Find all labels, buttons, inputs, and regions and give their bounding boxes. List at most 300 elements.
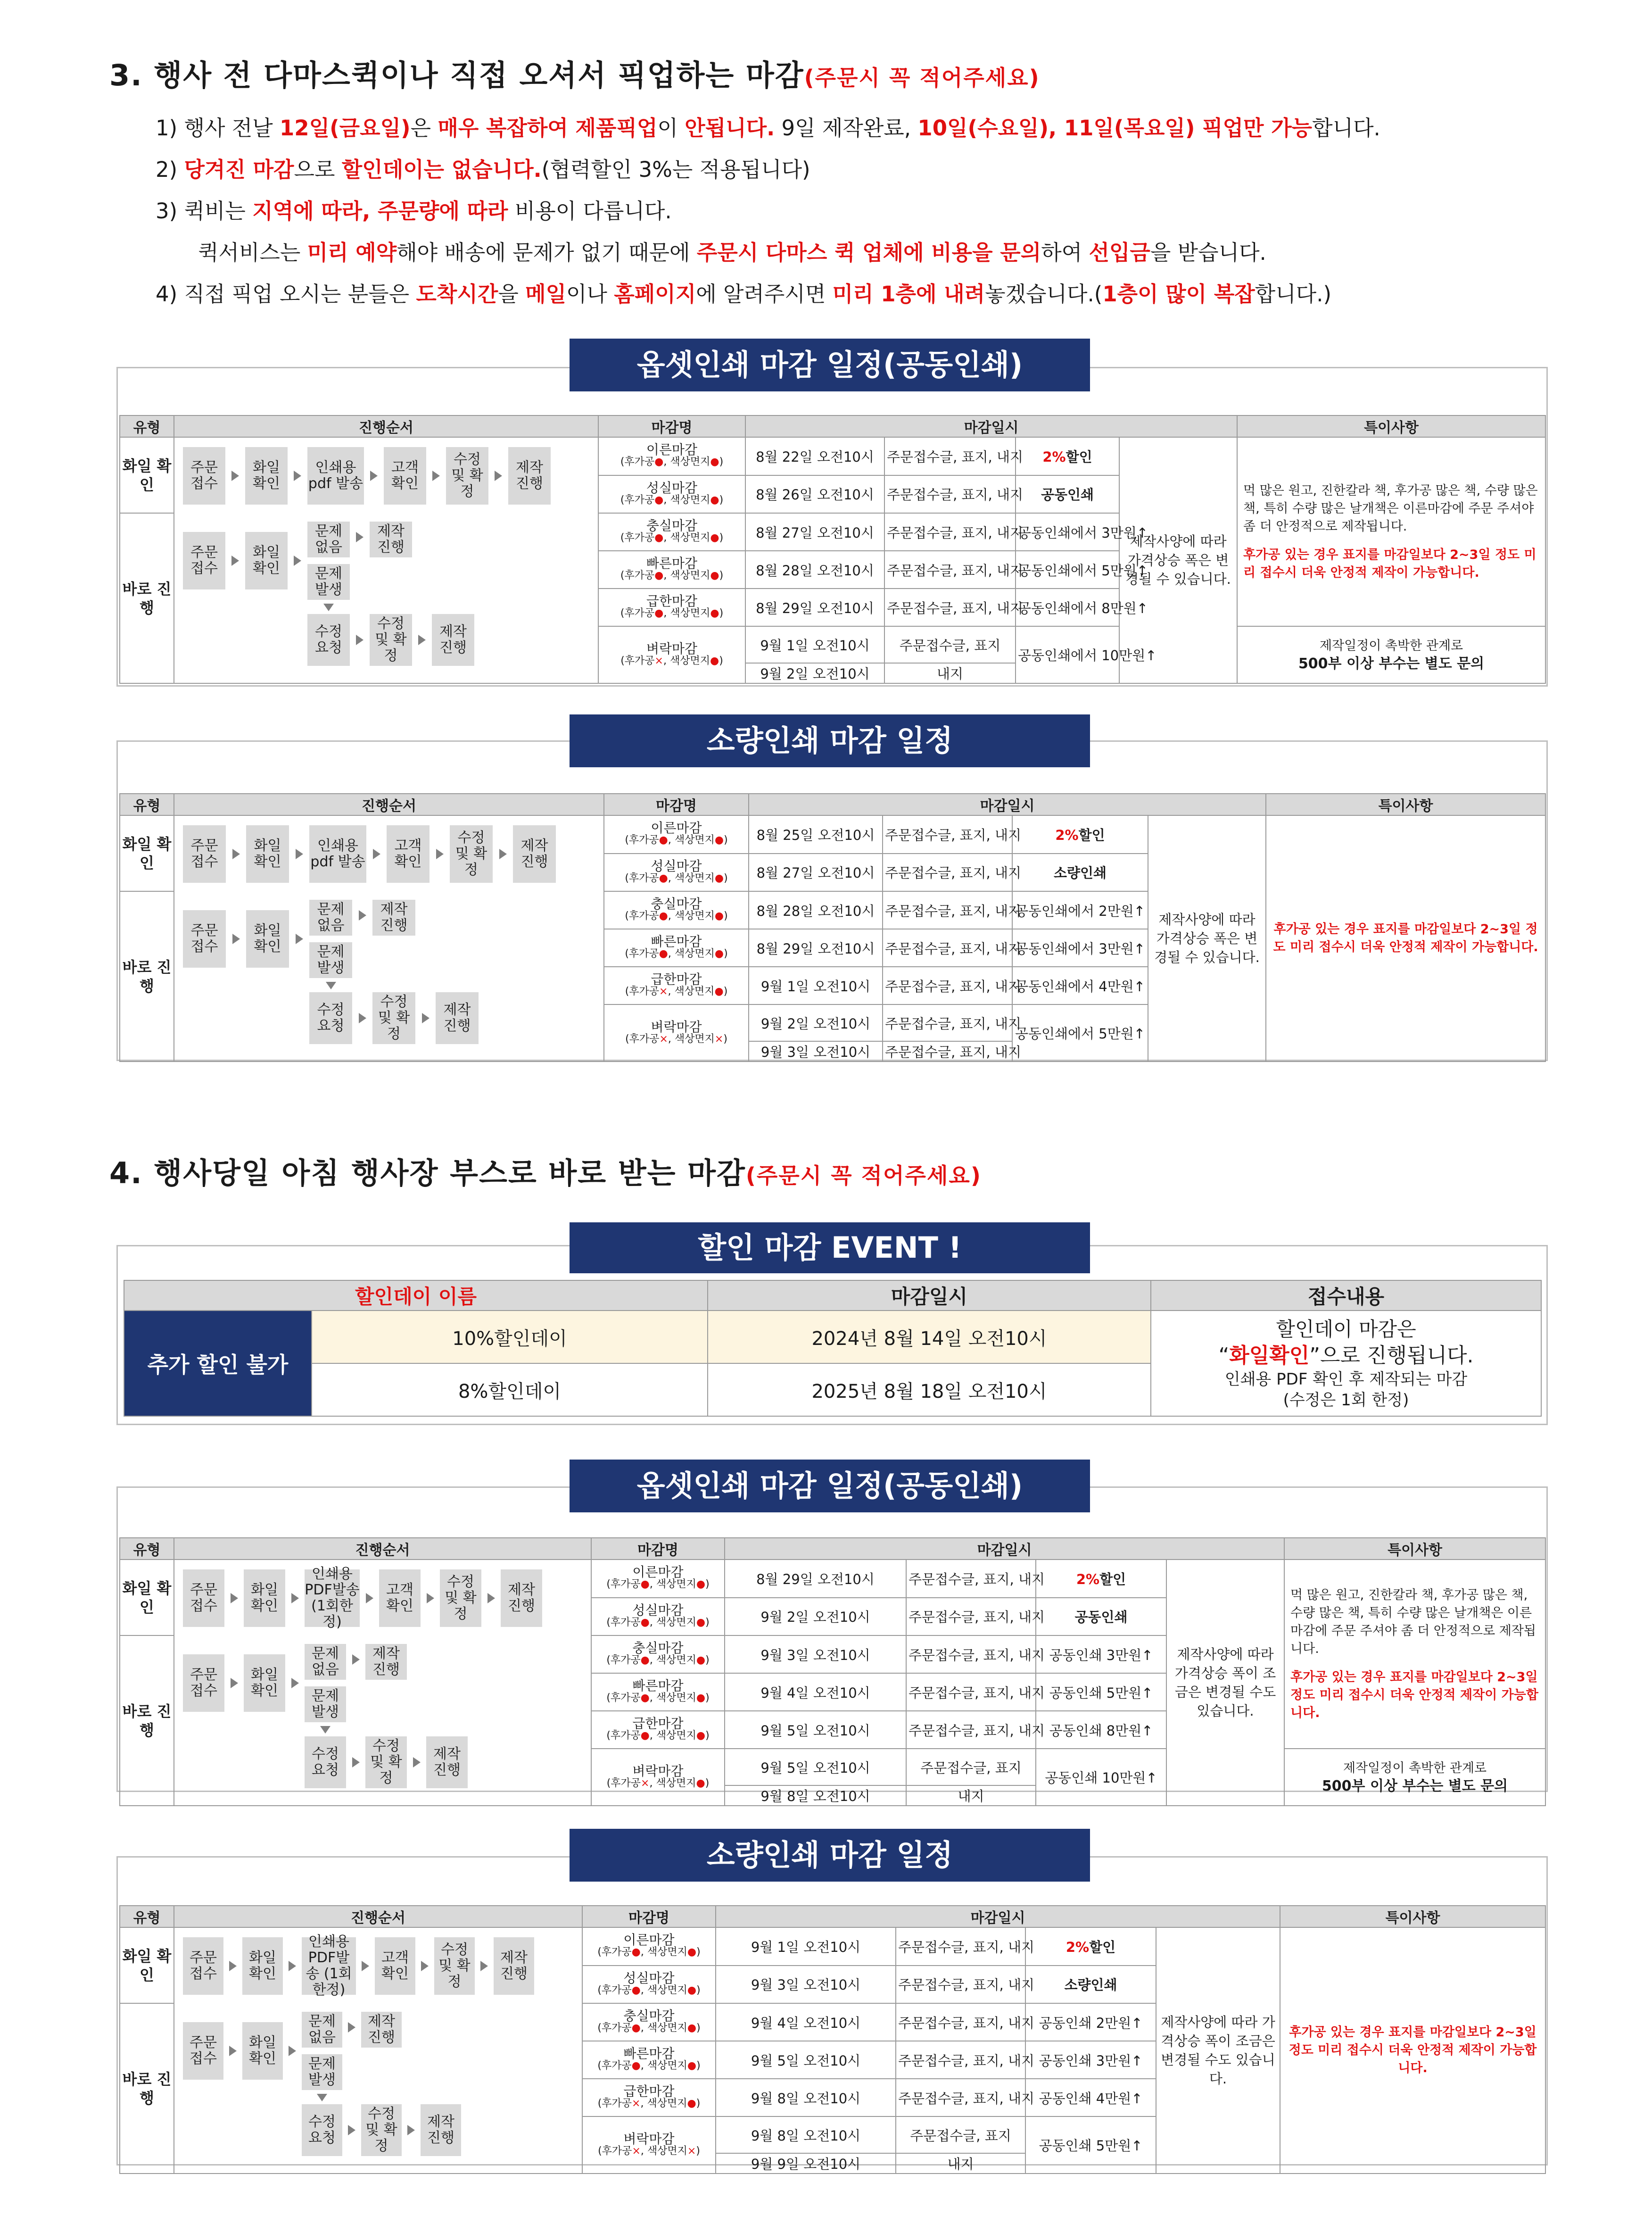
deadline-label: 벼락마감 [646,640,698,656]
flow-arrow-icon [499,849,507,859]
flow-step: 문제 없음 [305,1644,346,1680]
flow-step: 문제 없음 [307,522,350,557]
deadline-date: 8월 27일 오전10시 [749,854,883,892]
deadline-name [591,1560,725,1598]
deadline-scope: 주문접수글, 표지, 내지 [906,1711,1036,1749]
header-special: 특이사항 [1237,415,1545,437]
event-no-extra-discount: 추가 할인 불가 [124,1311,312,1416]
deadline-options: (후가공●, 색상면지●) [606,1578,710,1591]
price-note: 제작사양에 따라 가격상승 폭이 조금은 변경될 수도 있습니다. [1156,1927,1280,2174]
flow-step: 수정 및 확정 [361,2104,402,2156]
section4-heading: 행사당일 아침 행사장 부스로 바로 받는 마감 [154,1156,746,1190]
flow-arrow-icon [487,1593,495,1603]
flow-step: 제작 진행 [432,614,474,666]
header-flow: 진행순서 [174,1906,582,1927]
deadline-label: 충실마감 [623,2008,675,2024]
flow-arrow-icon [366,1593,373,1603]
deadline-discount: 공동인쇄 [1036,1598,1166,1636]
deadline-scope: 주문접수글, 표지, 내지 [884,437,1016,475]
deadline-scope: 주문접수글, 표지, 내지 [896,2079,1025,2116]
deadline-options: (후가공●, 색상면지●) [606,1730,710,1742]
deadline-date: 8월 29일 오전10시 [745,589,884,626]
deadline-label: 벼락마감 [623,2131,675,2147]
flow-step: 화일 확인 [246,910,289,968]
flow-step: 수정 및 확정 [372,992,415,1044]
text: 인쇄용 PDF 확인 후 제작되는 마감 [1224,1370,1468,1389]
deadline-scope: 주문접수글, 표지, 내지 [896,2003,1025,2041]
deadline-scope: 주문접수글, 표지, 내지 [884,551,1016,589]
text: 비용이 다릅니다. [508,199,672,224]
header-flow: 진행순서 [174,415,598,437]
text: 지역에 따라, 주문량에 따라 [252,199,508,224]
deadline-scope: 주문접수글, 표지, 내지 [906,1635,1036,1673]
deadline-name [598,513,745,551]
flow-arrow-icon [294,556,301,566]
type-file-confirm: 화일 확인 [120,1560,174,1635]
deadline-scope: 주문접수글, 표지, 내지 [883,1004,1012,1041]
text: 은 [410,116,438,141]
notice-list [156,108,1380,315]
deadline-date: 8월 25일 오전10시 [749,815,883,854]
deadline-options: (후가공●, 색상면지●) [620,494,724,506]
header-datetime: 마감일시 [749,794,1266,815]
deadline-date: 9월 4일 오전10시 [725,1673,906,1711]
deadline-name [604,1004,749,1062]
flow-step: 문제 발생 [302,2054,342,2090]
event-header-name: 할인데이 이름 [124,1280,708,1311]
text [1151,1343,1541,1369]
flow-arrow-icon [480,1961,488,1971]
flow-down-arrow-icon [317,2094,327,2101]
flow-down-arrow-icon [320,1726,330,1734]
text: 할인데이는 없습니다. [341,157,542,182]
flow-arrow-icon [356,532,363,542]
flow-arrow-icon [436,849,444,859]
deadline-date: 8월 26일 오전10시 [745,475,884,514]
text: 4) 직접 픽업 오시는 분들은 [156,282,416,307]
text: 미리 1층에 내려 [832,282,985,307]
text: “ [1218,1344,1230,1368]
deadline-discount: 공동인쇄 3만원↑ [1036,1635,1166,1673]
flow-arrow-icon [232,849,240,859]
deadline-discount: 소량인쇄 [1012,854,1148,892]
flow-arrow-icon [421,1961,429,1971]
deadline-label: 급한마감 [651,971,702,987]
flow-step: 고객 확인 [387,825,430,883]
flow-step: 제작 진행 [501,1569,542,1627]
deadline-scope: 주문접수글, 표지 [896,2116,1025,2153]
text: 2% [1055,827,1079,843]
flow-diagram-direct [174,891,603,1061]
deadline-discount: 공동인쇄 4만원↑ [1025,2079,1156,2116]
special-note-2: 후가공 있는 경우 표지를 마감일보다 2~3일 정도 미리 접수시 더욱 안정적 제작이 가능합니다. [1243,547,1536,580]
flow-step: 주문 접수 [183,825,226,883]
deadline-options: (후가공●, 색상면지●) [606,1616,710,1628]
notice-1 [156,108,1380,149]
deadline-label: 빠른마감 [623,2046,675,2061]
deadline-discount: 공동인쇄 8만원↑ [1036,1711,1166,1749]
flow-file-confirm [174,815,604,891]
flow-arrow-icon [422,1013,430,1023]
deadline-date: 9월 1일 오전10시 [716,1927,896,1966]
flow-step: 수정 및 확정 [450,825,493,883]
flow-arrow-icon [352,1654,360,1665]
t2-schedule-table [119,793,1546,1062]
flow-arrow-icon [229,2046,237,2056]
flow-step: 주문 접수 [183,910,226,968]
flow-step: 화일 확인 [245,447,288,505]
deadline-name [598,626,745,683]
flow-step: 수정 요청 [309,992,352,1044]
deadline-label: 이른마감 [646,442,698,458]
type-file-confirm: 화일 확인 [120,437,174,513]
deadline-options: (후가공●, 색상면지●) [597,1946,701,1958]
flow-step: 화일 확인 [244,1569,285,1627]
deadline-date: 9월 5일 오전10시 [716,2041,896,2079]
text: 합니다. [1312,116,1380,141]
flow-step: 문제 발생 [305,1686,346,1722]
flow-arrow-icon [348,2022,355,2033]
flow-direct [174,513,598,683]
flow-direct [174,1635,591,1806]
deadline-discount: 공동인쇄 5만원↑ [1025,2116,1156,2174]
deadline-label: 성실마감 [651,858,702,874]
flow-step: 수정 및 확정 [434,1937,475,1995]
notice-4 [156,274,1380,315]
special-note-1: 먹 많은 원고, 진한칼라 책, 후가공 많은 책, 수량 많은 책, 특히 수량 많은 날개책은 이른마감에 주문 주셔야 좀 더 안정적으로 제작됩니다. [1290,1587,1536,1656]
header-type: 유형 [120,1538,174,1560]
type-direct: 바로 진행 [120,1635,174,1806]
price-note: 제작사양에 따라 가격상승 폭은 변경될 수 있습니다. [1148,815,1266,1062]
deadline-date: 8월 22일 오전10시 [745,437,884,475]
flow-step: 제작 진행 [508,447,551,505]
special-notes [1266,815,1545,1062]
deadline-scope: 주문접수글, 표지, 내지 [896,1927,1025,1966]
t3-banner: 옵셋인쇄 마감 일정(공동인쇄) [570,1460,1090,1512]
deadline-name [582,2041,716,2079]
deadline-scope: 주문접수글, 표지, 내지 [896,2041,1025,2079]
deadline-discount: 공동인쇄 2만원↑ [1025,2003,1156,2041]
deadline-name [582,2079,716,2116]
deadline-name [604,854,749,892]
flow-step: 수정 및 확정 [365,1736,407,1788]
header-type: 유형 [120,794,174,815]
deadline-label: 빠른마감 [632,1678,684,1693]
deadline-options: (후가공●, 색상면지●) [597,2060,701,2072]
text: 할인 [1089,1939,1116,1955]
flow-step: 주문 접수 [183,1937,223,1995]
text: (협력할인 3%는 적용됩니다) [541,157,810,182]
deadline-discount: 공동인쇄에서 5만원↑ [1012,1004,1148,1062]
flow-step: 제작 진행 [370,522,412,557]
notice-3 [156,191,1380,232]
deadline-label: 이른마감 [632,1564,684,1580]
text: 놓겠습니다.( [985,282,1103,307]
text: 해야 배송에 문제가 없기 때문에 [396,240,697,265]
deadline-date: 9월 1일 오전10시 [745,626,884,663]
text: 500부 이상 부수는 별도 문의 [1322,1777,1508,1794]
flow-step: 인쇄용 PDF발송 (1회한정) [302,1937,356,1995]
type-direct: 바로 진행 [120,2003,174,2174]
flow-step: 주문 접수 [183,1569,224,1627]
event-header-date: 마감일시 [708,1280,1151,1311]
deadline-options: (후가공●, 색상면지●) [625,872,728,884]
flow-step: 화일 확인 [244,1654,285,1712]
header-datetime: 마감일시 [745,415,1237,437]
deadline-label: 충실마감 [646,518,698,533]
type-direct: 바로 진행 [120,891,174,1062]
text: 제작일정이 촉박한 관계로 [1343,1760,1487,1776]
deadline-name [604,967,749,1004]
flow-step: 제작 진행 [365,1644,407,1680]
header-deadline: 마감명 [604,794,749,815]
deadline-label: 성실마감 [632,1602,684,1618]
special-notes [1237,437,1545,626]
deadline-name [591,1749,725,1806]
special-notes [1280,1927,1545,2174]
deadline-scope: 주문접수글, 표지 [884,626,1016,663]
deadline-name [604,891,749,929]
header-deadline: 마감명 [598,415,745,437]
t4-schedule-table [119,1905,1546,2174]
deadline-date: 9월 5일 오전10시 [725,1749,906,1785]
deadline-date: 8월 27일 오전10시 [745,513,884,551]
deadline-options: (후가공●, 색상면지●) [597,2022,701,2034]
deadline-options: (후가공●, 색상면지●) [606,1654,710,1666]
deadline-date: 9월 3일 오전10시 [716,1966,896,2004]
t3-schedule-table [119,1537,1546,1806]
text: 을 [498,282,526,307]
flow-direct [174,891,604,1062]
deadline-scope: 주문접수글, 표지, 내지 [883,815,1012,854]
text: 매우 복잡하여 제품픽업 [438,116,658,141]
flow-arrow-icon [231,1593,238,1603]
deadline-name [591,1673,725,1711]
header-deadline: 마감명 [582,1906,716,1927]
deadline-name [604,815,749,854]
flow-step: 인쇄용 PDF발송 (1회한정) [305,1566,360,1630]
flow-down-arrow-icon [326,982,336,989]
deadline-name [598,551,745,589]
deadline-discount: 공동인쇄 [1016,475,1119,514]
flow-arrow-icon [359,1013,366,1023]
flow-step: 제작 진행 [436,992,479,1044]
text: 홈페이지 [614,282,696,307]
flow-arrow-icon [352,1757,360,1767]
deadline-name [582,1927,716,1966]
flow-step: 화일 확인 [242,1937,283,1995]
deadline-name [591,1711,725,1749]
flow-arrow-icon [370,471,378,481]
flow-arrow-icon [356,635,363,645]
deadline-name [604,929,749,967]
text: 9일 제작완료, [775,116,918,141]
flow-file-confirm [174,437,598,513]
event-row2-date: 2025년 8월 18일 오전10시 [708,1363,1151,1416]
deadline-date: 9월 8일 오전10시 [725,1785,906,1806]
deadline-scope: 내지 [906,1785,1036,1806]
header-datetime: 마감일시 [725,1538,1284,1560]
deadline-discount: 공동인쇄 3만원↑ [1025,2041,1156,2079]
flow-step: 문제 없음 [302,2012,342,2048]
deadline-scope: 주문접수글, 표지, 내지 [906,1673,1036,1711]
deadline-scope: 주문접수글, 표지, 내지 [883,891,1012,929]
flow-arrow-icon [348,2125,355,2135]
deadline-label: 이른마감 [623,1932,675,1948]
deadline-name [598,437,745,475]
deadline-discount: 공동인쇄에서 4만원↑ [1012,967,1148,1004]
text: 하여 [1041,240,1089,265]
flow-step: 고객 확인 [384,447,426,505]
flow-step: 수정 요청 [305,1736,346,1788]
deadline-name [582,1966,716,2004]
flow-step: 수정 요청 [302,2104,342,2156]
text: 10일(수요일), 11일(목요일) 픽업만 가능 [917,116,1313,141]
text: ”으로 진행됩니다. [1309,1344,1474,1368]
event-banner: 할인 마감 EVENT ! [570,1222,1090,1273]
deadline-scope: 내지 [896,2153,1025,2174]
flow-diagram-confirm [174,816,603,891]
flow-arrow-icon [362,1961,369,1971]
deadline-options: (후가공●, 색상면지●) [597,1984,701,1996]
special-note-1: 먹 많은 원고, 진한칼라 책, 후가공 많은 책, 수량 많은 책, 특히 수량 많은 날개책은 이른마감에 주문 주셔야 좀 더 안정적으로 제작됩니다. [1243,483,1538,534]
flow-arrow-icon [231,471,239,481]
t2-banner: 소량인쇄 마감 일정 [570,714,1090,767]
event-row2-name: 8%할인데이 [312,1363,708,1416]
text: 안됩니다. [685,116,775,141]
special-notes-bulk [1237,626,1545,683]
text: (수정은 1회 한정) [1283,1391,1409,1410]
t4-banner: 소량인쇄 마감 일정 [570,1829,1090,1882]
deadline-date: 9월 1일 오전10시 [749,967,883,1004]
special-note-2: 후가공 있는 경우 표지를 마감일보다 2~3일 정도 미리 접수시 더욱 안정적 제작이 가능합니다. [1290,1669,1538,1720]
flow-arrow-icon [291,1593,299,1603]
flow-file-confirm [174,1560,591,1635]
text: 선입금 [1089,240,1150,265]
event-row1-name: 10%할인데이 [312,1311,708,1363]
flow-arrow-icon [231,1678,238,1688]
deadline-options: (후가공×, 색상면지●) [606,1777,710,1789]
text: 제작일정이 촉박한 관계로 [1320,638,1463,653]
section3-title [109,52,1040,94]
text: 1층이 많이 복잡 [1102,282,1255,307]
deadline-name [582,2003,716,2041]
deadline-options: (후가공●, 색상면지●) [620,456,724,468]
flow-step: 고객 확인 [379,1569,421,1627]
special-note: 후가공 있는 경우 표지를 마감일보다 2~3일 정도 미리 접수시 더욱 안정적 제작이 가능합니다. [1273,922,1538,954]
deadline-discount: 공동인쇄에서 3만원↑ [1012,929,1148,967]
flow-step: 주문 접수 [183,447,225,505]
deadline-label: 급한마감 [632,1716,684,1731]
deadline-label: 급한마감 [623,2083,675,2099]
deadline-discount [1025,1927,1156,1966]
flow-step: 제작 진행 [372,900,415,936]
flow-step: 주문 접수 [183,2022,223,2080]
flow-file-confirm [174,1927,582,2003]
text: 퀵서비스는 [198,240,307,265]
deadline-date: 9월 2일 오전10시 [745,663,884,683]
flow-step: 제작 진행 [426,1736,468,1788]
deadline-date: 9월 2일 오전10시 [725,1598,906,1636]
header-deadline: 마감명 [591,1538,725,1560]
flow-arrow-icon [231,556,239,566]
deadline-label: 성실마감 [623,1970,675,1986]
deadline-scope: 주문접수글, 표지, 내지 [906,1560,1036,1598]
flow-diagram-confirm [174,1928,582,2003]
price-note: 제작사양에 따라 가격상승 폭은 변경될 수 있습니다. [1119,437,1237,683]
deadline-date: 9월 8일 오전10시 [716,2079,896,2116]
deadline-scope: 주문접수글, 표지, 내지 [896,1966,1025,2004]
deadline-options: (후가공●, 색상면지●) [620,532,724,544]
flow-diagram-confirm [174,1560,591,1635]
text: 할인 [1099,1571,1126,1587]
flow-step: 제작 진행 [513,825,556,883]
deadline-scope: 주문접수글, 표지, 내지 [884,589,1016,626]
deadline-name [598,589,745,626]
deadline-date: 8월 29일 오전10시 [749,929,883,967]
text: 할인 [1066,448,1092,465]
deadline-date: 9월 9일 오전10시 [716,2153,896,2174]
deadline-label: 성실마감 [646,480,698,496]
deadline-options: (후가공●, 색상면지●) [606,1692,710,1704]
flow-step: 문제 없음 [309,900,352,936]
deadline-name [582,2116,716,2174]
text: 이나 [566,282,614,307]
header-special: 특이사항 [1284,1538,1545,1560]
deadline-scope: 주문접수글, 표지, 내지 [883,854,1012,892]
text: 주문시 다마스 퀵 업체에 비용을 문의 [696,240,1041,265]
flow-step: 화일 확인 [245,532,288,589]
flow-arrow-icon [294,471,301,481]
flow-arrow-icon [427,1593,434,1603]
deadline-discount: 공동인쇄에서 5만원↑ [1016,551,1119,589]
text: 2% [1042,448,1066,465]
flow-diagram-direct [174,2003,582,2173]
deadline-options: (후가공×, 색상면지×) [598,2145,700,2157]
deadline-label: 급한마감 [646,593,698,609]
flow-arrow-icon [413,1757,421,1767]
deadline-date: 9월 3일 오전10시 [749,1041,883,1062]
deadline-options: (후가공×, 색상면지●) [597,2098,701,2109]
deadline-name [591,1598,725,1636]
flow-diagram-direct [174,513,598,683]
deadline-scope: 주문접수글, 표지, 내지 [884,513,1016,551]
text: 1) 행사 전날 [156,116,280,141]
header-type: 유형 [120,415,174,437]
deadline-scope: 주문접수글, 표지 [906,1749,1036,1785]
deadline-options: (후가공●, 색상면지●) [625,834,728,846]
flow-arrow-icon [418,635,426,645]
event-table [124,1280,1542,1417]
flow-down-arrow-icon [323,604,334,611]
deadline-discount: 공동인쇄에서 8만원↑ [1016,589,1119,626]
section4-title [109,1150,982,1192]
deadline-options: (후가공×, 색상면지●) [625,986,728,997]
text: 화일확인 [1229,1344,1310,1368]
flow-arrow-icon [495,471,502,481]
text: 도착시간 [416,282,498,307]
flow-diagram-direct [174,1635,591,1805]
flow-arrow-icon [296,934,303,944]
flow-step: 제작 진행 [494,1937,534,1995]
event-header-content: 접수내용 [1151,1280,1541,1311]
deadline-date: 9월 5일 오전10시 [725,1711,906,1749]
flow-arrow-icon [407,2125,415,2135]
deadline-options: (후가공×, 색상면지●) [620,655,723,667]
text: 3) 퀵비는 [156,199,253,224]
deadline-label: 충실마감 [632,1640,684,1656]
flow-step: 문제 발생 [309,942,352,978]
